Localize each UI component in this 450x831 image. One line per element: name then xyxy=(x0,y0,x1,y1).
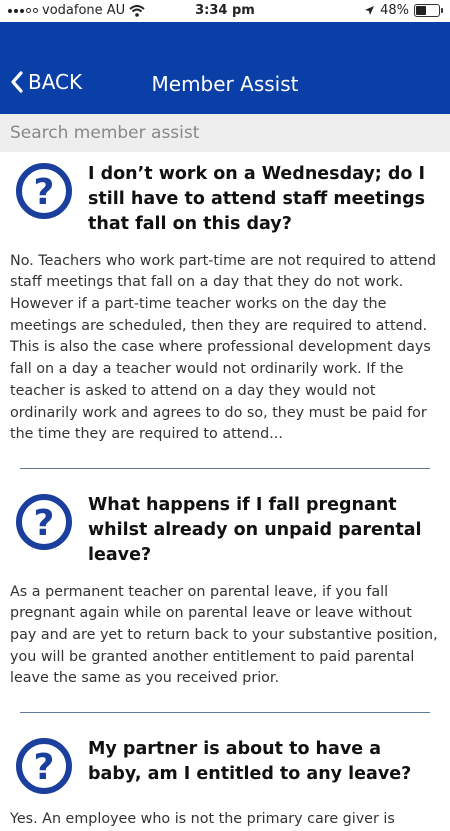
svg-text:?: ? xyxy=(33,172,55,213)
clock: 3:34 pm xyxy=(195,3,255,18)
faq-question: What happens if I fall pregnant whilst already on unpaid parental leave? xyxy=(88,495,422,565)
question-mark-icon xyxy=(14,737,74,795)
faq-item[interactable] xyxy=(0,160,450,446)
faq-question: My partner is about to have a baby, am I entitled to any leave? xyxy=(88,739,412,784)
battery-percent: 48% xyxy=(380,3,409,18)
status-bar xyxy=(0,0,450,22)
faq-item[interactable] xyxy=(0,735,450,831)
battery-icon xyxy=(414,4,440,17)
question-mark-icon xyxy=(14,493,74,551)
divider xyxy=(20,712,430,713)
faq-list xyxy=(0,152,450,831)
question-mark-icon xyxy=(14,162,74,220)
search-bar xyxy=(0,114,450,152)
carrier-label: vodafone AU xyxy=(42,3,126,18)
back-label: BACK xyxy=(28,70,83,94)
svg-text:?: ? xyxy=(33,503,55,544)
divider xyxy=(20,468,430,469)
search-input[interactable] xyxy=(0,114,450,152)
app-header xyxy=(0,22,450,114)
page-title: Member Assist xyxy=(151,72,299,96)
faq-answer: Yes. An employee who is not the primary care giver is xyxy=(10,811,395,828)
faq-question: I don’t work on a Wednesday; do I still have to attend staff meetings that fall on this day? xyxy=(88,164,426,234)
faq-answer: As a permanent teacher on parental leave, if you fall pregnant again while on parental leave or leave without pay and are yet to return back to your substantive position, you will be granted another entitlement to paid parental leave the same as you received prior. xyxy=(10,583,438,687)
faq-answer: No. Teachers who work part-time are not required to attend staff meetings that fall on a day that they do not work. However if a part-time teacher works on the day the meetings are scheduled, then they are required to attend. This is also the case where professional development days fall on a day a teacher would not ordinarily work. If the teacher is asked to attend on a day they would not ordinarily work and agrees to do so, they must be paid for the time they are required to attend... xyxy=(10,252,437,443)
svg-text:?: ? xyxy=(33,747,55,789)
location-arrow-icon xyxy=(364,5,375,16)
faq-item[interactable] xyxy=(0,491,450,690)
